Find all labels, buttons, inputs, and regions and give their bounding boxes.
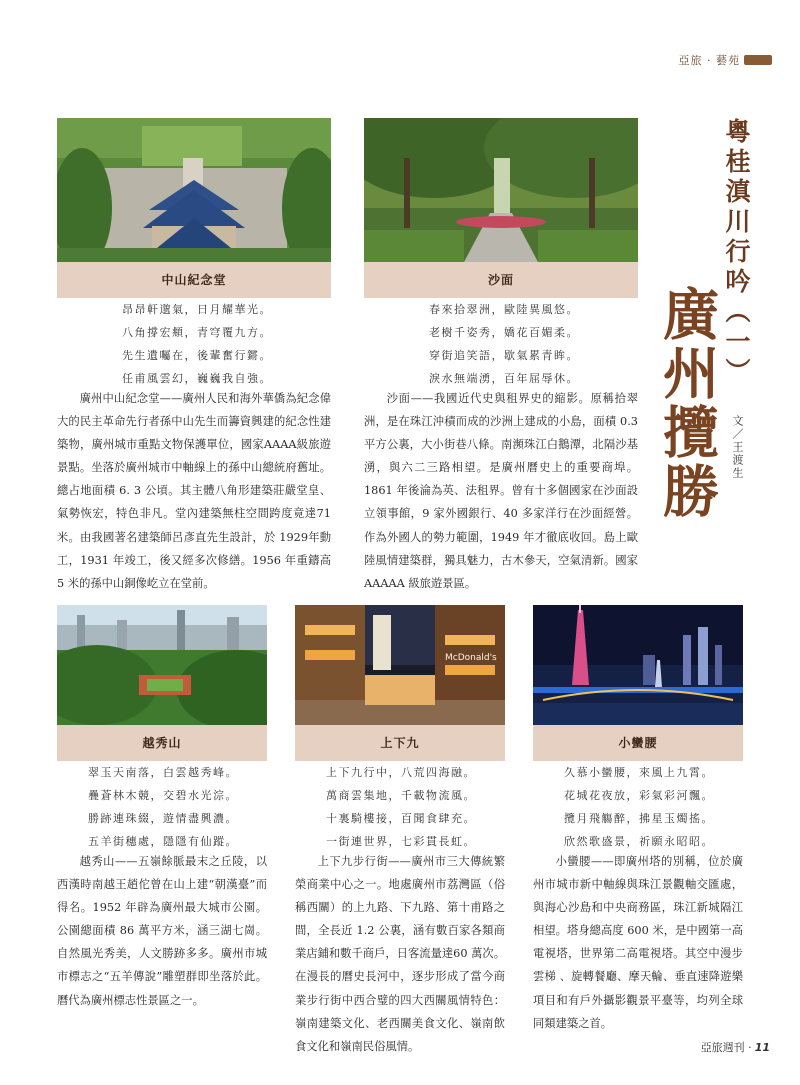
paragraph: 廣州中山紀念堂——廣州人民和海外華僑為紀念偉大的民主革命先行者孫中山先生而籌資興建的紀念性建築物，廣州城市重點文物保護單位，國家AAAA級旅遊景點。坐落於廣州城市中軸線上的孫中山總統府舊址。總占地面積 6. 3 公頃。其主體八角形建築莊嚴堂皇、氣勢恢宏，特色非凡。堂內建築無柱空間跨度竟達71 米。由我國著名建築師呂彥直先生設計，於 1929年動工，1931 年竣工，後又經多次修繕。1956 年重鑄高 5 米的孫中山銅像屹立在堂前。 (57, 392, 331, 590)
poem-shamian (429, 298, 579, 390)
photo-shamian (364, 118, 638, 262)
poem-line: 疊蒼林木競，交碧水光淙。 (88, 789, 238, 802)
poem-line: 一街連世界，七彩貫長虹。 (326, 835, 476, 848)
poem-line: 欣然歌盛景，祈願永昭昭。 (564, 835, 714, 848)
paragraph: 沙面——我國近代史與租界史的縮影。原稱拾翠洲，是在珠江沖積而成的沙洲上建成的小島，面積 0.3 平方公裏，大小街巷八條。南瀕珠江白鵝潭，北隔沙基湧，與六二三路相望。是廣州曆史上的重要商埠。1861 年後淪為英、法租界。曾有十多個國家在沙面設立領事館，9 家外國銀行、40 多家洋行在沙面經營。作為外國人的勢力範圍，1949 年才徹底收回。島上歐陸風情建築群，獨具魅力，古木參天，空氣清新。國家 AAAAA 級旅遊景區。 (364, 392, 638, 590)
paragraph: 越秀山——五嶺餘脈最末之丘陵，以西漢時南越王趙佗曾在山上建“朝漢臺”而得名。1952 年辟為廣州最大城市公園。公園總面積 86 萬平方米，涵三湖七崗。自然風光秀美，人文勝跡多多。廣州市城市標志之“五羊傳說”雕塑群即坐落於此。曆代為廣州標志性景區之一。 (57, 855, 267, 1007)
poem-line: 任甫風雲幻，巍巍我自強。 (122, 372, 272, 385)
photo-zhongshan (57, 118, 331, 262)
photo-yuexiu (57, 605, 267, 725)
poem-line: 攬月飛觴醉，拂星玉燭搖。 (564, 812, 714, 825)
caption-xiaomanyao: 小蠻腰 (533, 725, 743, 761)
sign-text: McDonald's (445, 653, 497, 663)
poem-zhongshan (122, 298, 272, 390)
text-xiaomanyao (533, 850, 743, 1035)
poem-line: 淚水無端湧，百年屈辱休。 (429, 372, 579, 385)
article-title: 廣州攬勝 (654, 285, 720, 521)
caption-shamian: 沙面 (364, 262, 638, 298)
text-yuexiu (57, 850, 267, 1012)
poem-line: 昂昂軒邈氣，日月耀華光。 (122, 303, 272, 316)
poem-line: 八角撐宏頫，青穹覆九方。 (122, 326, 272, 339)
article-author: 文／王渡生 (731, 415, 744, 480)
poem-line: 翠玉天南落，白雲越秀峰。 (88, 766, 238, 779)
poem-line: 先生遺囑在，後輩奮行鏘。 (122, 349, 272, 362)
photo-xiaomanyao (533, 605, 743, 725)
poem-line: 春來拾翠洲，歐陸異風悠。 (429, 303, 579, 316)
poem-line: 久慕小蠻腰，來風上九霄。 (564, 766, 714, 779)
publication-name: 亞旅週刊 · (700, 1041, 752, 1054)
text-shangxiajiu (295, 850, 505, 1058)
paragraph: 小蠻腰——即廣州塔的別稱，位於廣州市城市新中軸線與珠江景觀軸交匯處， 與海心沙島和中央商務區，珠江新城隔江相望。塔身總高度 600 米，是中國第一高電視塔，世界第二高電視塔。其空中漫步雲梯 、旋轉餐廳、摩天輪、垂直速降遊樂項目和有戶外攝影觀景平臺等，均列全球同類建築之首。 (533, 855, 743, 1030)
caption-shangxiajiu: 上下九 (295, 725, 505, 761)
text-shamian (364, 387, 638, 595)
page-footer (701, 1039, 770, 1055)
poem-line: 老樹千姿秀，嬌花百媚柔。 (429, 326, 579, 339)
poem-line: 五羊街穗處，隱隱有仙蹤。 (88, 835, 238, 848)
caption-yuexiu: 越秀山 (57, 725, 267, 761)
poem-yuexiu (88, 761, 238, 853)
poem-line: 十裏騎樓接，百聞食肆充。 (326, 812, 476, 825)
poem-line: 上下九行中，八荒四海融。 (326, 766, 476, 779)
poem-line: 萬商雲集地，千載物流風。 (326, 789, 476, 802)
caption-zhongshan: 中山紀念堂 (57, 262, 331, 298)
poem-line: 穿街追笑語，歇氣累青眸。 (429, 349, 579, 362)
paragraph: 上下九步行街——廣州市三大傳統繁榮商業中心之一。地處廣州市荔灣區（俗稱西關）的上九路、下九路、第十甫路之間，全長近 1.2 公裏，涵有數百家各類商業店鋪和數千商戶，日客流量達60 萬次。在漫長的曆史長河中，逐步形成了當今商業步行街中西合璧的四大西關風情特色：嶺南建築文化、老西關美食文化、嶺南飲食文化和嶺南民俗風情。 (295, 855, 506, 1053)
section-bar (744, 55, 772, 65)
poem-xiaomanyao (564, 761, 714, 853)
photo-shangxiajiu (295, 605, 505, 725)
page-number: 11 (754, 1041, 770, 1054)
poem-line: 花城花夜放，彩氣彩河飄。 (564, 789, 714, 802)
poem-shangxiajiu (326, 761, 476, 853)
article-subtitle: 粵桂滇川行吟（一） (722, 118, 751, 388)
section-label: 亞旅 · 藝苑 (678, 54, 740, 67)
poem-line: 勝跡連珠綴，遊情盡興濃。 (88, 812, 238, 825)
text-zhongshan (57, 387, 331, 595)
